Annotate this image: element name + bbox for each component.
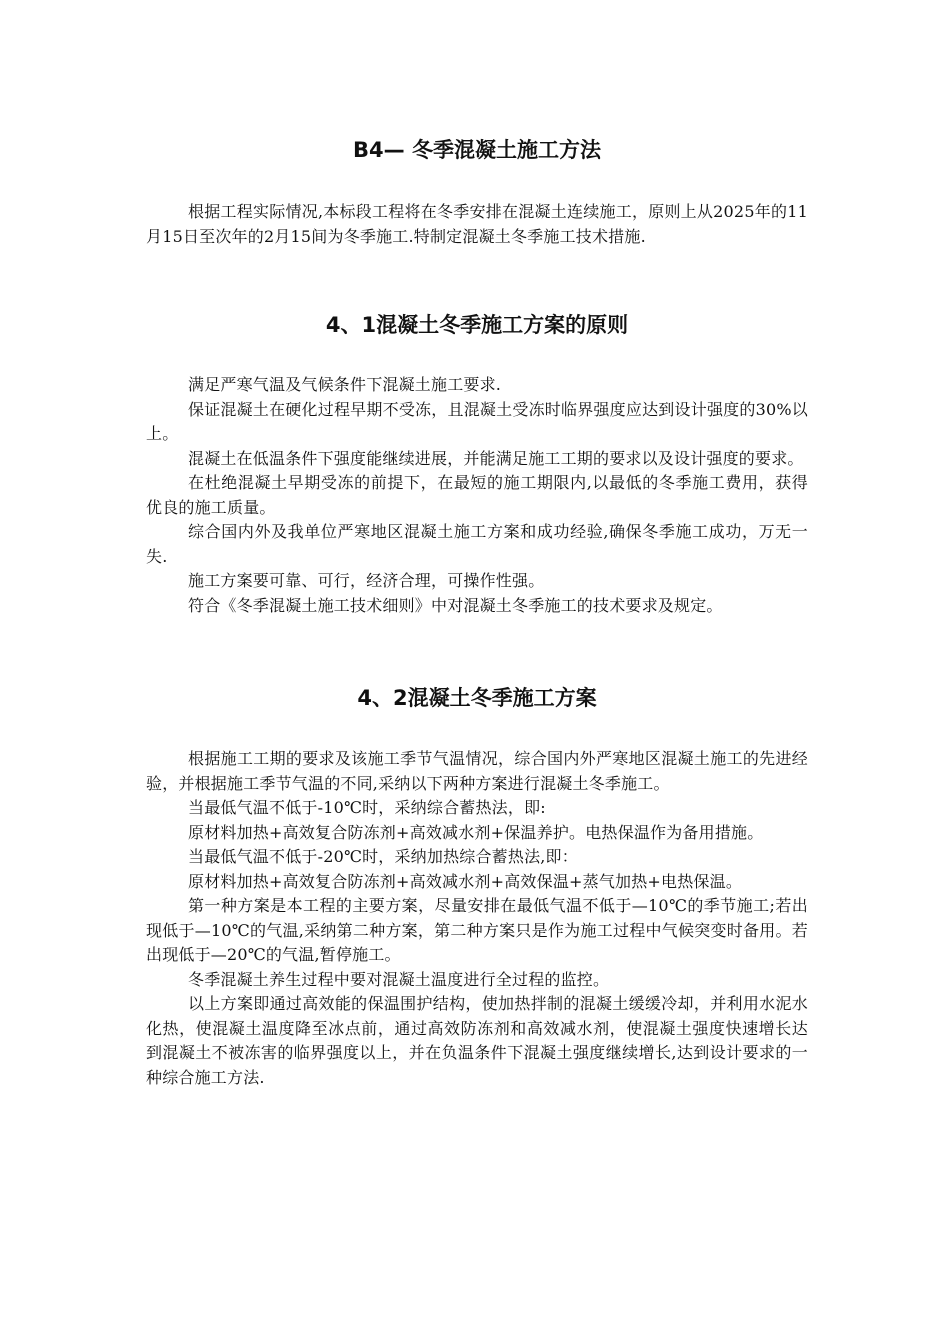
section2-paragraph-2: 当最低气温不低于-10℃时，采纳综合蓄热法，即:: [188, 798, 546, 817]
section1-paragraph-2: 保证混凝土在硬化过程早期不受冻，且混凝土受冻时临界强度应达到设计强度的30%以上。: [146, 399, 808, 443]
section1-paragraph-4: 在杜绝混凝土早期受冻的前提下，在最短的施工期限内,以最低的冬季施工费用，获得优良的施工质量。: [146, 473, 808, 517]
intro-block: [146, 200, 808, 249]
section2-paragraph-1: 根据施工工期的要求及该施工季节气温情况，综合国内外严寒地区混凝土施工的先进经验，并根据施工季节气温的不同,采纳以下两种方案进行混凝土冬季施工。: [146, 749, 808, 793]
section1-paragraph-3: 混凝土在低温条件下强度能继续进展，并能满足施工工期的要求以及设计强度的要求。: [188, 448, 804, 468]
section2-heading: 4、2混凝土冬季施工方案: [357, 686, 597, 710]
document-title: B4— 冬季混凝土施工方法: [353, 138, 601, 162]
section1-paragraph-7: 符合《冬季混凝土施工技术细则》中对混凝土冬季施工的技术要求及规定。: [188, 595, 723, 615]
section1-body: [146, 373, 808, 618]
section1-paragraph-5: 综合国内外及我单位严寒地区混凝土施工方案和成功经验,确保冬季施工成功，万无一失.: [146, 522, 808, 566]
section2-paragraph-5: 原材料加热+高效复合防冻剂+高效减水剂+高效保温+蒸气加热+电热保温。: [188, 871, 743, 891]
section2-paragraph-3: 原材料加热+高效复合防冻剂+高效减水剂+保温养护。电热保温作为备用措施。: [188, 822, 764, 842]
section2-body: [146, 747, 808, 1090]
section1-paragraph-6: 施工方案要可靠、可行，经济合理，可操作性强。: [188, 571, 545, 590]
section2-paragraph-7: 冬季混凝土养生过程中要对混凝土温度进行全过程的监控。: [188, 969, 610, 989]
intro-paragraph: 根据工程实际情况,本标段工程将在冬季安排在混凝土连续施工，原则上从2025年的11月15日至次年的2月15间为冬季施工.特制定混凝土冬季施工技术措施.: [146, 202, 808, 246]
section1-paragraph-1: 满足严寒气温及气候条件下混凝土施工要求.: [188, 375, 502, 394]
section2-paragraph-6: 第一种方案是本工程的主要方案，尽量安排在最低气温不低于—10℃的季节施工;若出现低于—10℃的气温,采纳第二种方案，第二种方案只是作为施工过程中气候突变时备用。若出现低于—20℃的气温,暂停施工。: [146, 896, 808, 964]
section2-paragraph-4: 当最低气温不低于-20℃时，采纳加热综合蓄热法,即：: [188, 847, 578, 866]
section1-heading: 4、1混凝土冬季施工方案的原则: [325, 313, 629, 337]
section2-paragraph-8: 以上方案即通过高效能的保温围护结构，使加热拌制的混凝土缓缓冷却，并利用水泥水化热，使混凝土温度降至冰点前，通过高效防冻剂和高效减水剂，使混凝土强度快速增长达到混凝土不被冻害的临界强度以上，并在负温条件下混凝土强度继续增长,达到设计要求的一种综合施工方法.: [146, 994, 808, 1087]
